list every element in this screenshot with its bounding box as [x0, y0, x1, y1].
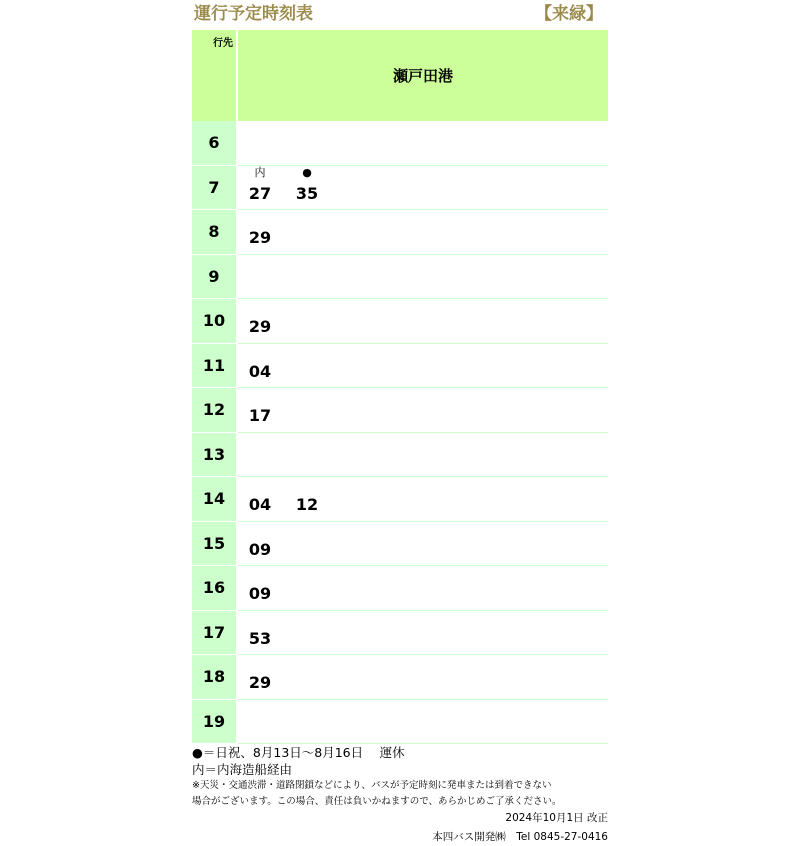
hour-cell: 16 — [192, 566, 236, 611]
origin-stop: 【来緑】 — [535, 4, 603, 24]
hour-cell: 17 — [192, 611, 236, 656]
minutes-cell — [238, 344, 608, 389]
departure-minute: 12 — [295, 495, 319, 514]
departure-minute: 17 — [248, 406, 272, 425]
notes — [192, 744, 608, 810]
disclaimer-line-2: 場合がございます。この場合、責任は負いかねますので、あらかじめご了承ください。 — [192, 796, 562, 807]
table-row — [192, 655, 608, 700]
hour-cell: 13 — [192, 433, 236, 478]
departure-minute: 04 — [248, 361, 272, 381]
minutes-cell — [238, 255, 608, 300]
minutes-cell — [238, 433, 608, 478]
departure-minute: 35 — [295, 183, 319, 203]
hour-cell: 19 — [192, 700, 236, 745]
departure-minute: 09 — [248, 584, 272, 603]
table-row — [192, 433, 608, 478]
table-row — [192, 121, 608, 166]
table-row — [192, 255, 608, 300]
table-header — [192, 30, 608, 121]
departure-mark: ● — [302, 165, 312, 179]
departure-minute: 29 — [248, 317, 272, 336]
minutes-cell — [238, 166, 608, 211]
timetable-body — [192, 121, 608, 744]
table-row — [192, 388, 608, 433]
hour-cell: 18 — [192, 655, 236, 700]
minutes-cell — [238, 388, 608, 433]
departure-mark — [247, 478, 273, 489]
departure-mark — [247, 345, 273, 356]
departure-mark — [247, 389, 273, 400]
minutes-cell — [238, 121, 608, 166]
hour-cell: 15 — [192, 522, 236, 567]
hour-cell: 9 — [192, 255, 236, 300]
departure-mark — [247, 523, 273, 534]
revised-date: 2024年10月1日 改正 — [505, 812, 608, 824]
legend-holiday: ●＝日祝、8月13日～8月16日 運休 — [192, 745, 405, 760]
destination-header: 瀬戸田港 — [238, 30, 608, 121]
hour-cell: 6 — [192, 121, 236, 166]
departure-minute: 29 — [248, 228, 272, 247]
hour-cell: 8 — [192, 210, 236, 255]
minutes-cell — [238, 655, 608, 700]
departure-mark — [247, 211, 273, 222]
table-row — [192, 210, 608, 255]
departure-minute: 09 — [248, 539, 272, 559]
departure-mark — [247, 567, 273, 578]
table-row — [192, 700, 608, 745]
table-row — [192, 477, 608, 522]
minutes-cell — [238, 700, 608, 745]
departure-mark — [294, 478, 320, 489]
departure-mark — [247, 300, 273, 311]
minutes-cell — [238, 210, 608, 255]
minutes-cell — [238, 522, 608, 567]
table-row — [192, 611, 608, 656]
table-row — [192, 166, 608, 211]
departure-minute: 04 — [248, 495, 272, 514]
departure-mark — [247, 656, 273, 667]
departure-minute: 27 — [248, 183, 272, 203]
hour-cell: 10 — [192, 299, 236, 344]
legend-via: 内＝内海造船経由 — [192, 762, 293, 777]
disclaimer-line-1: ※天災・交通渋滞・道路閉鎖などにより、バスが予定時刻に発車または到着できない — [192, 780, 552, 791]
minutes-cell — [238, 299, 608, 344]
company-contact: 本四バス開発㈱ Tel 0845-27-0416 — [432, 831, 608, 843]
hour-cell: 14 — [192, 477, 236, 522]
minutes-cell — [238, 566, 608, 611]
table-row — [192, 299, 608, 344]
hour-cell: 11 — [192, 344, 236, 389]
hour-cell: 7 — [192, 166, 236, 211]
table-row — [192, 522, 608, 567]
page-title: 運行予定時刻表 — [194, 4, 313, 24]
title-bar — [192, 0, 608, 26]
hour-cell: 12 — [192, 388, 236, 433]
destination-label: 行先 — [213, 38, 233, 49]
departure-mark: 内 — [254, 165, 266, 179]
timetable — [192, 0, 608, 846]
departure-minute: 53 — [248, 628, 272, 648]
minutes-cell — [238, 611, 608, 656]
table-row — [192, 344, 608, 389]
departure-mark — [247, 612, 273, 623]
minutes-cell — [238, 477, 608, 522]
hour-column-header — [192, 30, 236, 121]
table-row — [192, 566, 608, 611]
departure-minute: 29 — [248, 673, 272, 692]
